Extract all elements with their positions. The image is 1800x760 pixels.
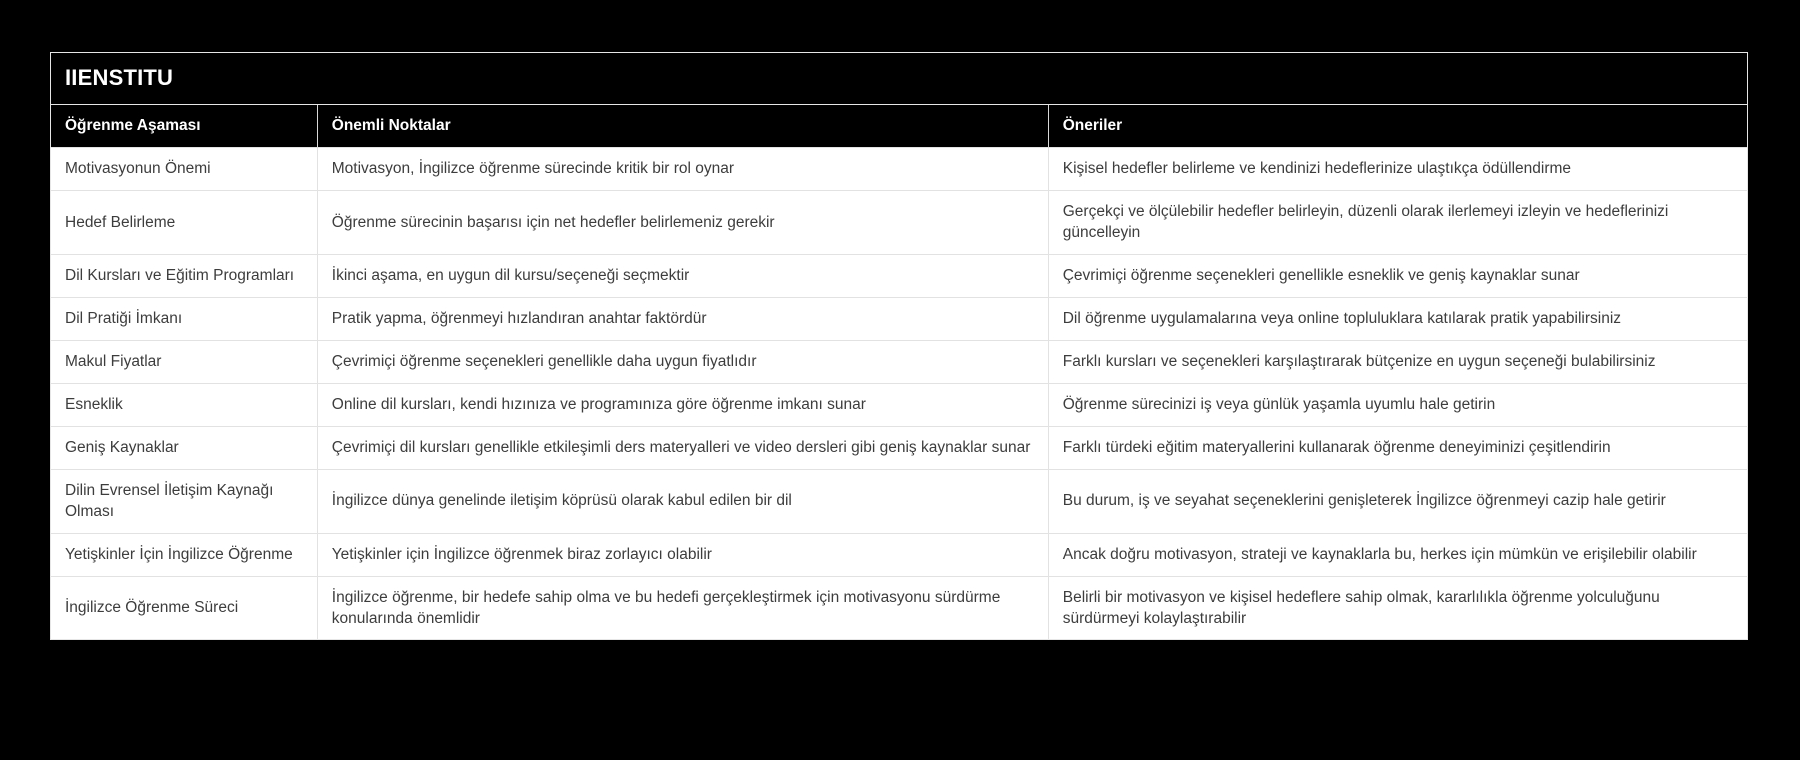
table-row <box>51 297 1747 340</box>
table-card <box>50 52 1748 640</box>
table-row <box>51 383 1747 426</box>
cell-points: Pratik yapma, öğrenmeyi hızlandıran anahtar faktördür <box>317 297 1048 340</box>
table-header-row <box>51 105 1747 148</box>
learning-stages-table <box>51 105 1747 639</box>
column-header-stage: Öğrenme Aşaması <box>51 105 317 148</box>
cell-suggestions: Farklı türdeki eğitim materyallerini kullanarak öğrenme deneyiminizi çeşitlendirin <box>1048 426 1747 469</box>
table-row <box>51 254 1747 297</box>
cell-points: İngilizce dünya genelinde iletişim köprüsü olarak kabul edilen bir dil <box>317 469 1048 533</box>
cell-stage: Makul Fiyatlar <box>51 340 317 383</box>
cell-suggestions: Ancak doğru motivasyon, strateji ve kaynaklarla bu, herkes için mümkün ve erişilebilir olabilir <box>1048 533 1747 576</box>
cell-suggestions: Gerçekçi ve ölçülebilir hedefler belirleyin, düzenli olarak ilerlemeyi izleyin ve hedeflerinizi güncelleyin <box>1048 191 1747 255</box>
cell-suggestions: Dil öğrenme uygulamalarına veya online topluluklara katılarak pratik yapabilirsiniz <box>1048 297 1747 340</box>
table-row <box>51 426 1747 469</box>
cell-points: İkinci aşama, en uygun dil kursu/seçeneği seçmektir <box>317 254 1048 297</box>
column-header-suggestions: Öneriler <box>1048 105 1747 148</box>
cell-stage: Dil Kursları ve Eğitim Programları <box>51 254 317 297</box>
table-row <box>51 576 1747 639</box>
cell-stage: Dil Pratiği İmkanı <box>51 297 317 340</box>
table-row <box>51 533 1747 576</box>
column-header-points: Önemli Noktalar <box>317 105 1048 148</box>
cell-points: Öğrenme sürecinin başarısı için net hedefler belirlemeniz gerekir <box>317 191 1048 255</box>
table-row <box>51 191 1747 255</box>
cell-suggestions: Farklı kursları ve seçenekleri karşılaştırarak bütçenize en uygun seçeneği bulabilirsiniz <box>1048 340 1747 383</box>
cell-points: Online dil kursları, kendi hızınıza ve programınıza göre öğrenme imkanı sunar <box>317 383 1048 426</box>
cell-points: İngilizce öğrenme, bir hedefe sahip olma ve bu hedefi gerçekleştirmek için motivasyonu sürdürme konularında önemlidir <box>317 576 1048 639</box>
cell-stage: Motivasyonun Önemi <box>51 148 317 191</box>
cell-points: Çevrimiçi dil kursları genellikle etkileşimli ders materyalleri ve video dersleri gibi geniş kaynaklar sunar <box>317 426 1048 469</box>
cell-suggestions: Öğrenme sürecinizi iş veya günlük yaşamla uyumlu hale getirin <box>1048 383 1747 426</box>
table-row <box>51 469 1747 533</box>
cell-stage: Hedef Belirleme <box>51 191 317 255</box>
cell-points: Yetişkinler için İngilizce öğrenmek biraz zorlayıcı olabilir <box>317 533 1048 576</box>
cell-suggestions: Kişisel hedefler belirleme ve kendinizi hedeflerinize ulaştıkça ödüllendirme <box>1048 148 1747 191</box>
cell-stage: Yetişkinler İçin İngilizce Öğrenme <box>51 533 317 576</box>
cell-suggestions: Çevrimiçi öğrenme seçenekleri genellikle esneklik ve geniş kaynaklar sunar <box>1048 254 1747 297</box>
cell-stage: İngilizce Öğrenme Süreci <box>51 576 317 639</box>
cell-stage: Dilin Evrensel İletişim Kaynağı Olması <box>51 469 317 533</box>
cell-suggestions: Belirli bir motivasyon ve kişisel hedeflere sahip olmak, kararlılıkla öğrenme yolculuğunu sürdürmeyi kolaylaştırabilir <box>1048 576 1747 639</box>
cell-stage: Geniş Kaynaklar <box>51 426 317 469</box>
cell-stage: Esneklik <box>51 383 317 426</box>
cell-suggestions: Bu durum, iş ve seyahat seçeneklerini genişleterek İngilizce öğrenmeyi cazip hale getirir <box>1048 469 1747 533</box>
cell-points: Çevrimiçi öğrenme seçenekleri genellikle daha uygun fiyatlıdır <box>317 340 1048 383</box>
brand-header <box>51 53 1747 105</box>
cell-points: Motivasyon, İngilizce öğrenme sürecinde kritik bir rol oynar <box>317 148 1048 191</box>
brand-title: IIENSTITU <box>65 65 174 90</box>
table-row <box>51 340 1747 383</box>
table-row <box>51 148 1747 191</box>
